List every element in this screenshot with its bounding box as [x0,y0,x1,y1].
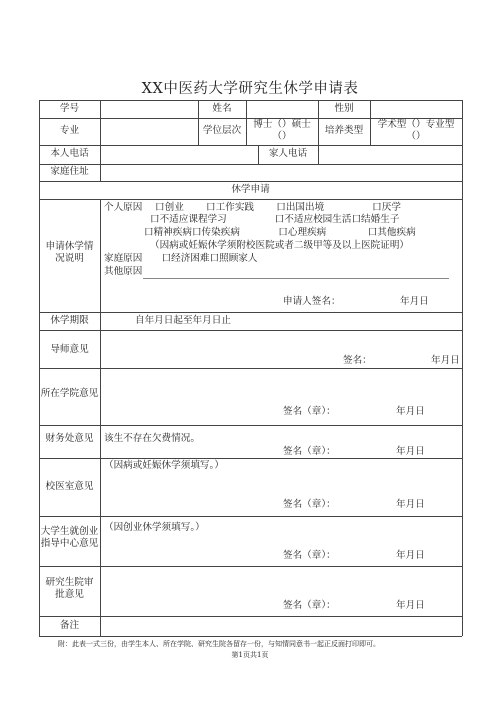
degree-level-label: 学位层次 [202,125,242,136]
name-label: 姓名 [212,103,232,114]
college-sign-label: 签名（章）： [283,406,336,417]
clinic-note: （因病或妊娠休学须填写。） [104,460,224,471]
clinic-date: 年月日 [396,499,425,510]
career-center-label: 大学生就创业 指导中心意见 [40,526,99,549]
remarks-label: 备注 [59,620,80,631]
reason-label: 申请休学情 况说明 [45,241,94,264]
supervisor-date: 年月日 [431,355,460,366]
section-header: 休学申请 [231,184,270,195]
training-options[interactable]: 学术型（）专业型 （） [377,119,455,142]
reason-line-2[interactable]: 口不适应课程学习 口不适应校园生活口结婚生子 [150,214,400,225]
major-label: 专业 [59,125,80,136]
training-type-label: 培养类型 [324,125,364,136]
family-phone-label: 家人电话 [268,148,308,159]
footnote: 附：此表一式三份，由学生本人、所在学院、研究生院各留存一份，与知情同意书一起正反面打印即可。 [58,640,380,648]
career-date: 年月日 [396,550,425,561]
applicant-sign-label: 申请人签名： [283,296,341,307]
applicant-date: 年月日 [400,296,429,307]
career-sign-label: 签名（章）： [283,550,336,561]
clinic-sign-label: 签名（章）： [283,499,336,510]
finance-date: 年月日 [396,446,425,457]
student-id-label: 学号 [59,103,80,114]
my-phone-label: 本人电话 [50,148,89,159]
other-reason-underline[interactable] [143,278,449,279]
finance-label: 财务处意见 [45,433,94,444]
supervisor-label: 导师意见 [50,344,89,355]
supervisor-sign-label: 签名： [343,355,372,366]
gender-label: 性别 [334,103,354,114]
grad-school-date: 年月日 [396,600,425,611]
reason-line-6: 其他原因 [104,266,143,277]
page-number: 第1页共1页 [231,651,269,659]
reason-line-3[interactable]: 口精神疾病口传染疾病 口心理疾病 口其他疾病 [144,227,416,238]
grad-school-sign-label: 签名（章）： [283,600,336,611]
college-date: 年月日 [396,406,425,417]
career-note: （因创业休学须填写。） [104,522,205,533]
degree-options[interactable]: 博士（）硕士 （） [253,119,311,142]
form-title: XX中医药大学研究生休学申请表 [141,81,359,97]
period-text[interactable]: 自年月日起至年月日止 [135,315,231,326]
college-label: 所在学院意见 [40,388,99,399]
reason-line-4: （因病或妊娠休学须附校医院或者二级甲等及以上医院证明） [150,240,410,251]
clinic-label: 校医室意见 [45,481,94,492]
grad-school-label: 研究生院审 批意见 [45,577,94,600]
finance-text: 该生不存在欠费情况。 [104,433,200,444]
reason-line-1[interactable]: 个人原因 口创业 口工作实践 口出国出境 口厌学 [104,202,401,213]
reason-line-5[interactable]: 家庭原因 口经济困难口照顾家人 [104,253,258,264]
home-address-label: 家庭住址 [50,166,89,177]
period-label: 休学期限 [50,315,89,326]
finance-sign-label: 签名（章）： [283,446,336,457]
